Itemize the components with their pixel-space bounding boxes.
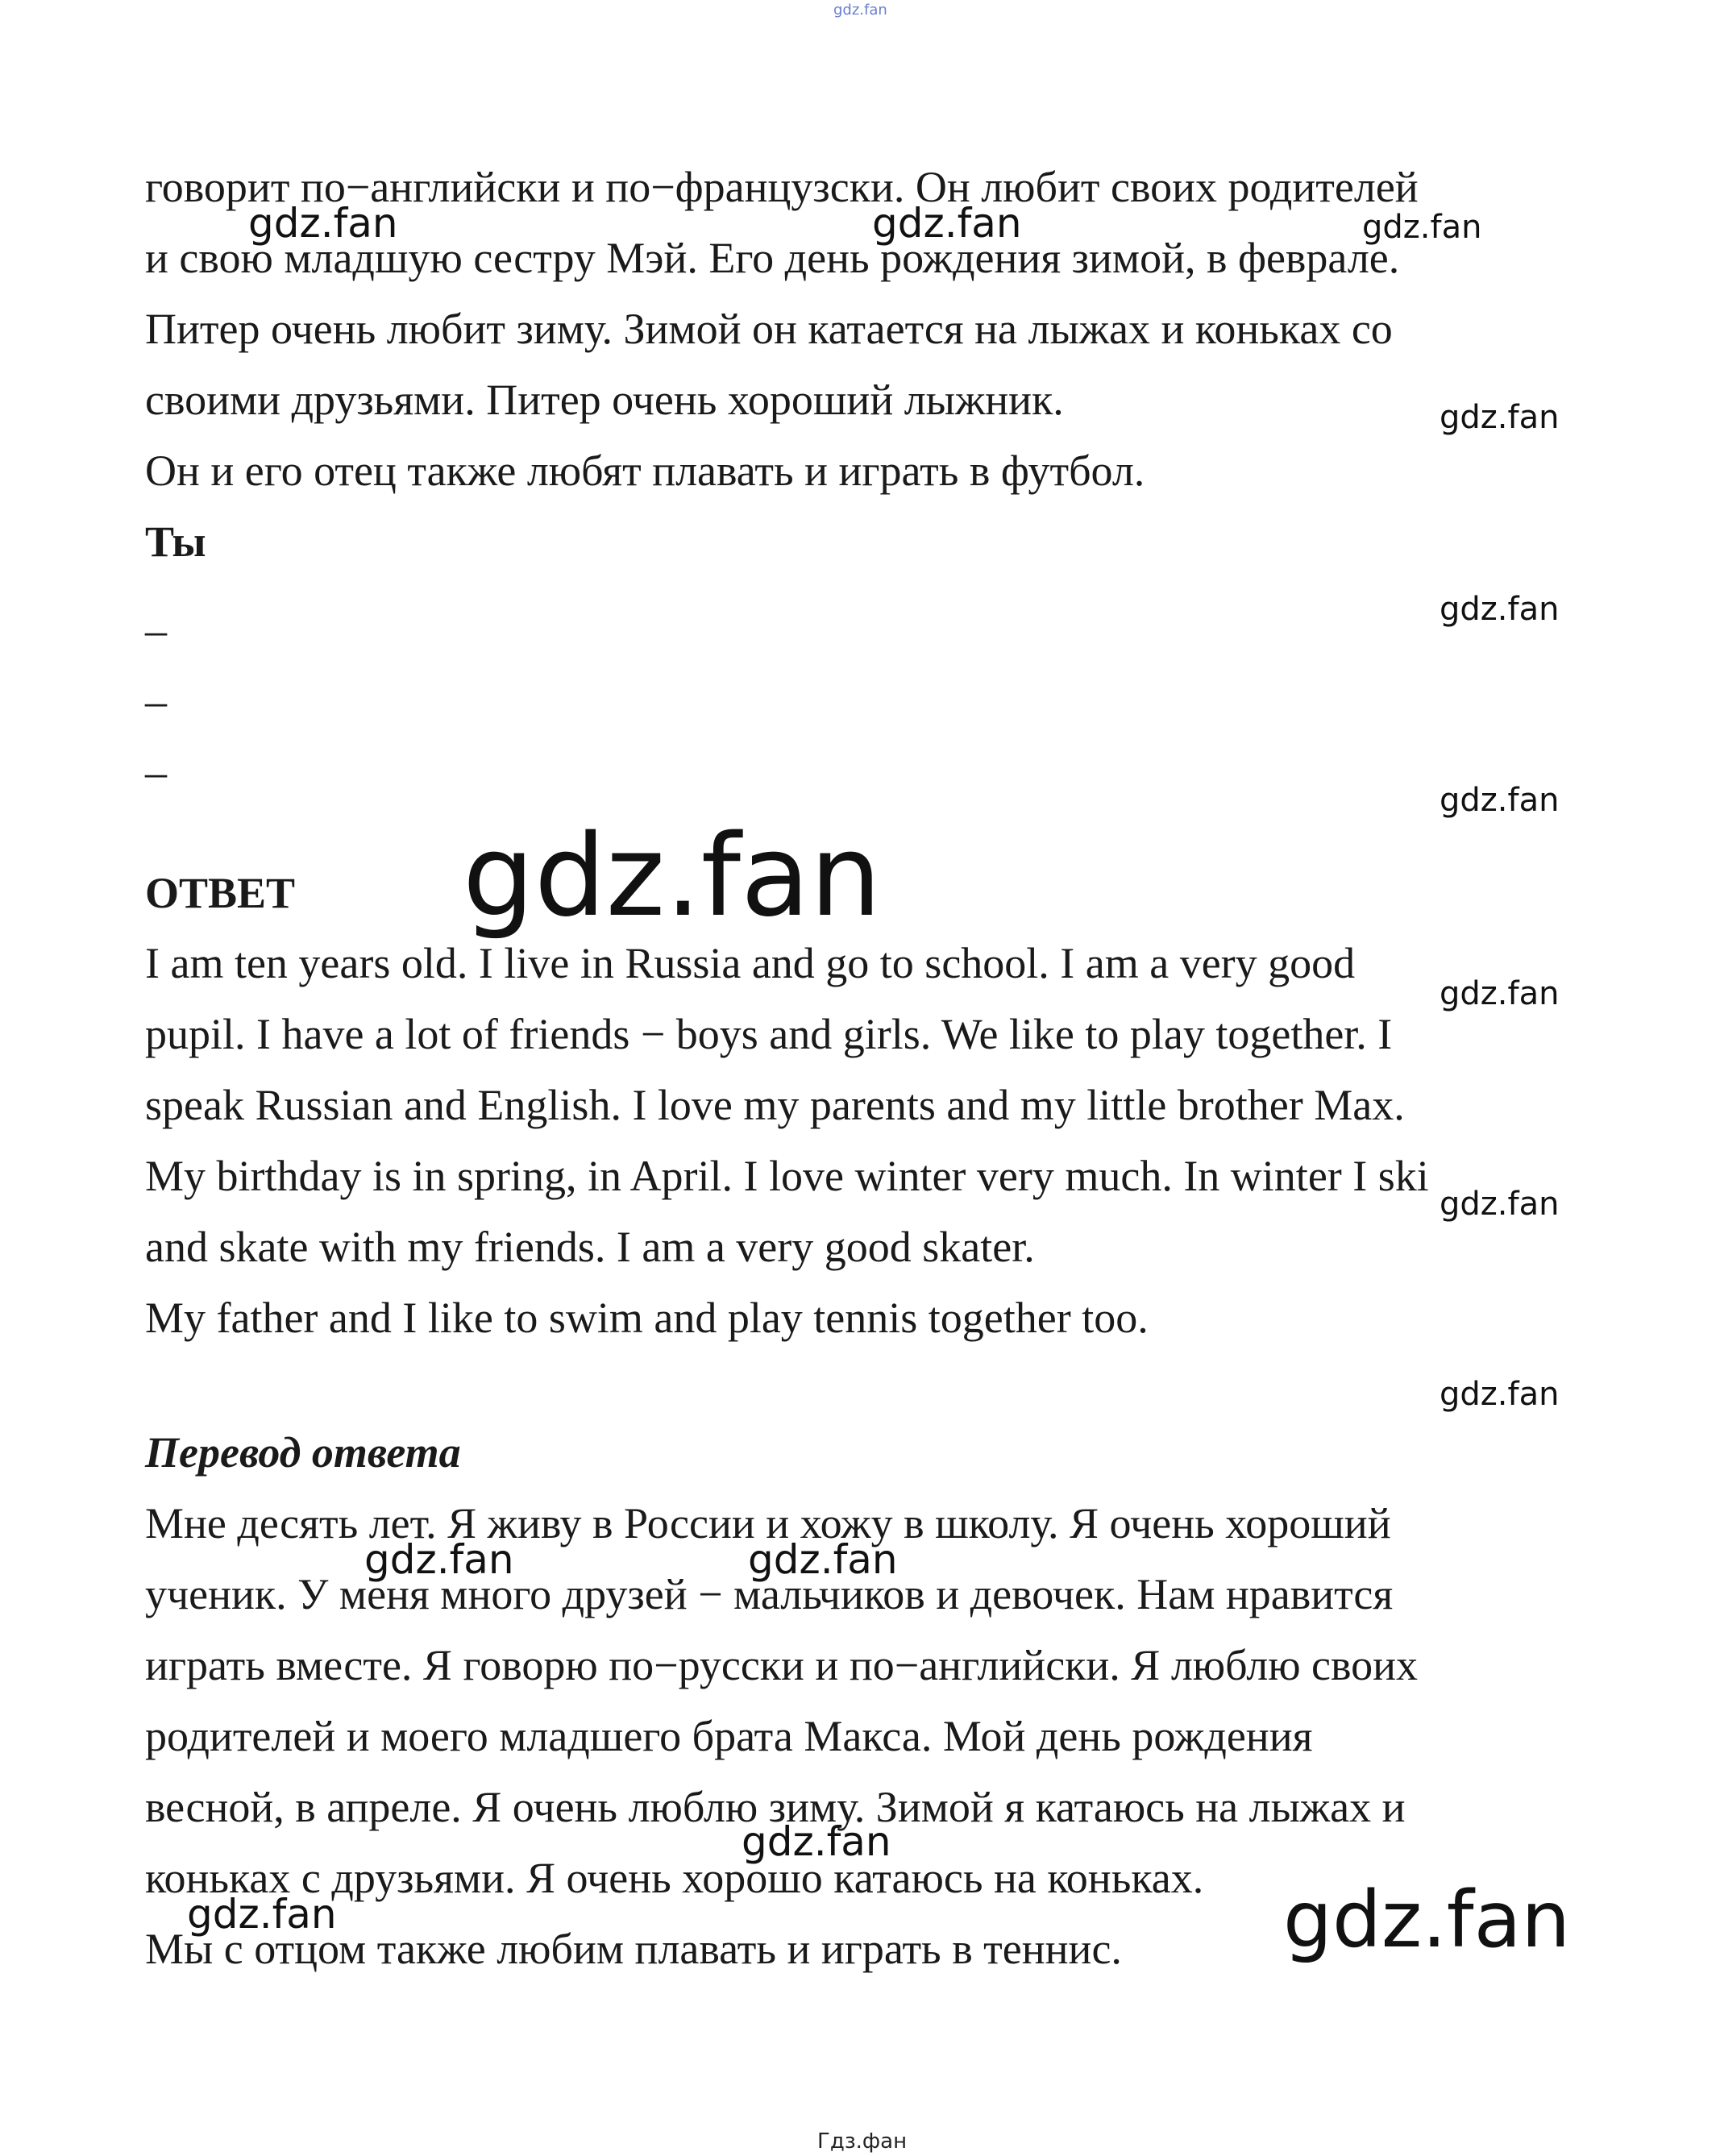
watermark: gdz.fan bbox=[1440, 782, 1560, 819]
answer-line-1: I am ten years old. I live in Russia and go to school. I am a very good bbox=[145, 939, 1356, 987]
answer-line-4: My birthday is in spring, in April. I love winter very much. In winter I ski bbox=[145, 1152, 1429, 1200]
watermark: gdz.fan bbox=[742, 1818, 891, 1865]
watermark-large: gdz.fan bbox=[463, 811, 882, 942]
watermark: gdz.fan bbox=[1440, 975, 1560, 1012]
watermark: gdz.fan bbox=[364, 1536, 514, 1583]
source-line-3: Питер очень любит зиму. Зимой он катается на лыжах и коньках со bbox=[145, 305, 1393, 353]
blank-dash-2: – bbox=[145, 677, 167, 725]
watermark-large: gdz.fan bbox=[1283, 1875, 1571, 1965]
translation-line-2: ученик. У меня много друзей − мальчиков и девочек. Нам нравится bbox=[145, 1570, 1394, 1618]
answer-line-6: My father and I like to swim and play tennis together too. bbox=[145, 1294, 1149, 1342]
blank-dash-3: – bbox=[145, 748, 167, 796]
watermark: gdz.fan bbox=[872, 200, 1022, 247]
translation-line-3: играть вместе. Я говорю по−русски и по−английски. Я люблю своих bbox=[145, 1641, 1419, 1689]
answer-line-5: and skate with my friends. I am a very good skater. bbox=[145, 1223, 1035, 1271]
translation-line-1: Мне десять лет. Я живу в России и хожу в школу. Я очень хороший bbox=[145, 1499, 1391, 1547]
translation-line-7: Мы с отцом также любим плавать и играть в теннис. bbox=[145, 1925, 1122, 1973]
translation-line-5: весной, в апреле. Я очень люблю зиму. Зимой я катаюсь на лыжах и bbox=[145, 1783, 1406, 1831]
watermark: gdz.fan bbox=[748, 1536, 898, 1583]
source-line-5: Он и его отец также любят плавать и играть в футбол. bbox=[145, 447, 1145, 495]
answer-line-2: pupil. I have a lot of friends − boys and girls. We like to play together. I bbox=[145, 1010, 1393, 1058]
translation-line-6: коньках с друзьями. Я очень хорошо катаюсь на коньках. bbox=[145, 1854, 1204, 1902]
source-line-4: своими друзьями. Питер очень хороший лыжник. bbox=[145, 376, 1064, 424]
blank-dash-1: – bbox=[145, 606, 167, 654]
watermark: gdz.fan bbox=[1440, 591, 1560, 628]
source-line-1: говорит по−английски и по−французски. Он любит своих родителей bbox=[145, 163, 1419, 211]
translation-line-4: родителей и моего младшего брата Макса. Мой день рождения bbox=[145, 1712, 1313, 1760]
you-heading: Ты bbox=[145, 517, 206, 566]
page-footer: Гдз.фан bbox=[817, 2129, 908, 2154]
watermark: gdz.fan bbox=[187, 1891, 337, 1938]
source-line-2: и свою младшую сестру Мэй. Его день рождения зимой, в феврале. bbox=[145, 234, 1400, 282]
watermark: gdz.fan bbox=[1440, 1376, 1560, 1413]
watermark: gdz.fan bbox=[1440, 399, 1560, 436]
answer-line-3: speak Russian and English. I love my parents and my little brother Max. bbox=[145, 1081, 1405, 1129]
watermark: gdz.fan bbox=[248, 200, 398, 247]
watermark: gdz.fan bbox=[1440, 1186, 1560, 1223]
translation-heading: Перевод ответа bbox=[145, 1428, 461, 1477]
watermark: gdz.fan bbox=[1362, 209, 1482, 246]
answer-heading: ОТВЕТ bbox=[145, 869, 296, 917]
watermark-top-tiny: gdz.fan bbox=[833, 2, 887, 19]
